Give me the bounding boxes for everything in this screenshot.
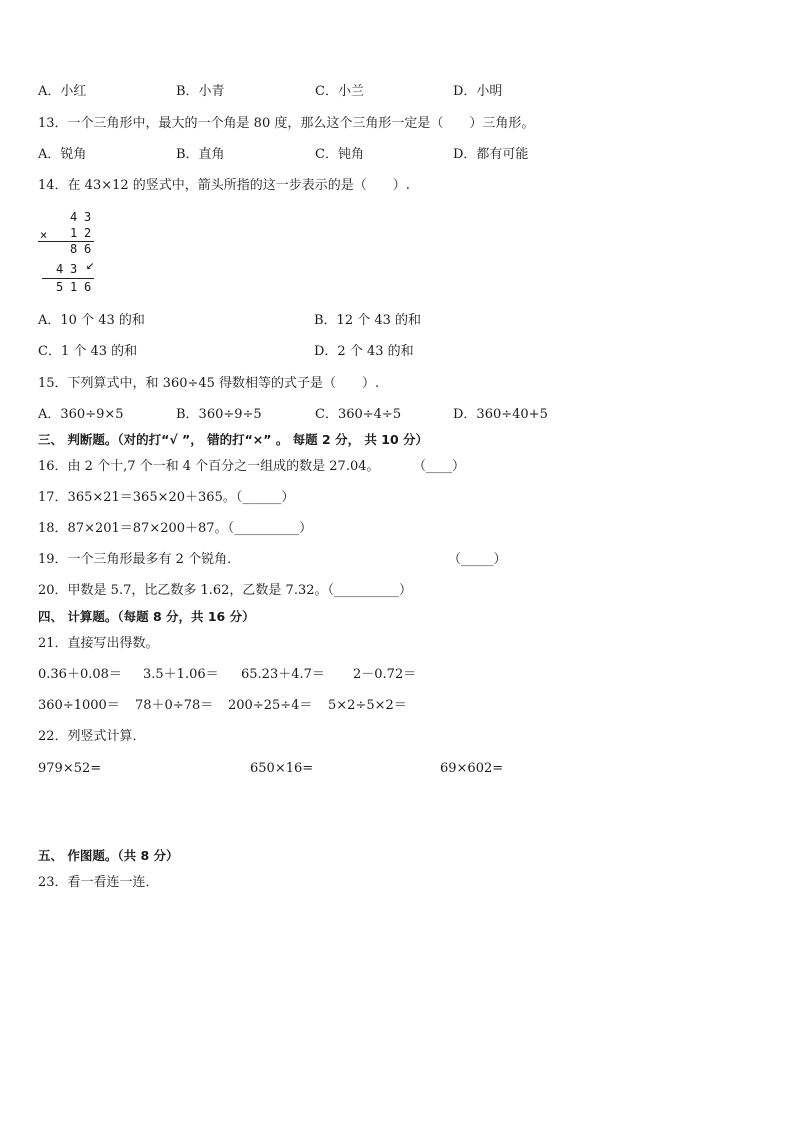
q14-question: 14．在 43×12 的竖式中，箭头所指的这一步表示的是（ ）. [38,178,410,193]
digit: 3 [70,262,78,276]
q15-question: 15．下列算式中，和 360÷45 得数相等的式子是（ ）. [38,376,380,391]
q21-item: 3.5＋1.06＝ [143,667,219,682]
q19-statement: 19．一个三角形最多有 2 个锐角． [38,552,241,567]
arrow-icon: ↙ [86,257,95,273]
q21-item: 200÷25÷4＝ [228,698,313,713]
q21-item: 360÷1000＝ [38,698,120,713]
q15-option-c: C．360÷4÷5 [315,407,402,422]
divider-line [42,278,94,279]
q16-answer-blank[interactable]: （____） [413,459,466,474]
q21-item: 65.23＋4.7＝ [241,667,325,682]
q12-option-d: D．小明 [453,84,503,99]
q13-option-c: C．钝角 [315,147,364,162]
q22-question: 22．列竖式计算． [38,729,146,744]
digit: 3 [84,210,92,224]
q22-item: 69×602= [440,761,504,776]
digit: 1 [70,280,78,294]
q13-option-a: A．锐角 [38,147,87,162]
q14-option-c: C．1 个 43 的和 [38,344,138,359]
q17-statement: 17．365×21＝365×20＋365。（______） [38,490,295,505]
q19-answer-blank[interactable]: （_____） [448,552,507,567]
q12-option-c: C．小兰 [315,84,364,99]
q22-item: 650×16= [250,761,314,776]
digit: 6 [84,242,92,256]
digit: 1 [70,226,78,240]
digit: 6 [84,280,92,294]
digit: 8 [70,242,78,256]
q12-option-a: A．小红 [38,84,87,99]
q13-option-b: B．直角 [176,147,225,162]
q22-item: 979×52= [38,761,102,776]
digit: 5 [56,280,64,294]
q21-item: 5×2÷5×2＝ [328,698,407,713]
digit: 4 [56,262,64,276]
q15-option-a: A．360÷9×5 [38,407,124,422]
q20-statement: 20．甲数是 5.7，比乙数多 1.62，乙数是 7.32。（__________） [38,583,413,598]
q15-option-b: B．360÷9÷5 [176,407,262,422]
q13-option-d: D．都有可能 [453,147,529,162]
q14-option-a: A．10 个 43 的和 [38,313,145,328]
q21-item: 2－0.72＝ [353,667,417,682]
digit: 4 [70,210,78,224]
q15-option-d: D．360÷40+5 [453,407,548,422]
q16-statement: 16．由 2 个十,7 个一和 4 个百分之一组成的数是 27.04。 [38,459,380,474]
q21-item: 0.36＋0.08＝ [38,667,122,682]
digit: 2 [84,226,92,240]
q13-question: 13．一个三角形中，最大的一个角是 80 度，那么这个三角形一定是（ ）三角形。 [38,116,535,131]
section-3-title: 三、 判断题。（对的打“√ ”， 错的打“×” 。 每题 2 分， 共 10 分） [38,432,429,447]
section-4-title: 四、 计算题。（每题 8 分，共 16 分） [38,609,255,624]
q14-option-d: D．2 个 43 的和 [314,344,414,359]
q12-option-b: B．小青 [176,84,225,99]
q21-question: 21．直接写出得数。 [38,636,159,651]
q23-question: 23．看一看连一连． [38,875,159,890]
section-5-title: 五、 作图题。（共 8 分） [38,848,179,863]
vertical-multiplication [34,208,114,300]
q21-item: 78＋0÷78＝ [135,698,214,713]
multiply-sign: × [40,228,48,242]
q14-option-b: B．12 个 43 的和 [314,313,422,328]
q18-statement: 18．87×201＝87×200＋87。（__________） [38,521,313,536]
